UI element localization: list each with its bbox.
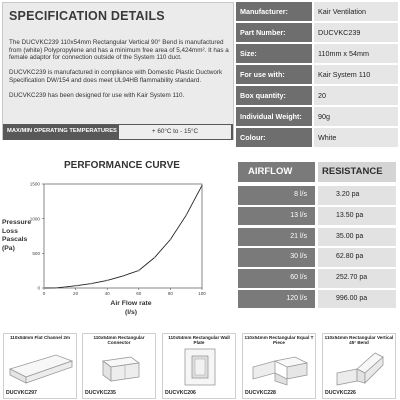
x-tick-label: 0 (42, 291, 46, 296)
y-tick-label: 500 (32, 250, 40, 256)
property-label: For use with: (236, 65, 312, 84)
y-tick-label: 1000 (29, 216, 40, 222)
y-axis-label-word: Pressure (2, 219, 32, 226)
x-tick-label: 60 (136, 291, 142, 296)
resistance-cell: 62.80 pa (318, 248, 396, 267)
curve-data-point (122, 275, 124, 277)
related-products (0, 333, 400, 400)
product-code: DUCVKC228 (245, 390, 276, 396)
x-axis-label (106, 299, 156, 317)
property-value: Kair Ventilation (314, 2, 398, 21)
airflow-cell: 120 l/s (238, 290, 315, 309)
curve-data-point (138, 270, 140, 272)
product-card-equal-t-piece[interactable] (242, 333, 316, 399)
y-axis-label-word: Pascals (2, 236, 28, 243)
table-row (238, 248, 396, 267)
y-tick-label: 0 (37, 285, 40, 291)
product-name: 110x54mm Rectangular Vertical 45° Bend (324, 335, 394, 346)
x-axis-label-line: (l/s) (124, 309, 138, 316)
y-axis-label-word: (Pa) (2, 244, 15, 252)
spec-paragraph: DUCVKC239 is manufactured in compliance with Domestic Plastic Ductwork Specification DW/154 and does meet UL94HB flammability standard. (9, 69, 223, 84)
product-code: DUCVKC235 (85, 390, 116, 396)
airflow-resistance-table (238, 162, 396, 311)
product-card-connector[interactable] (82, 333, 156, 399)
property-label: Box quantity: (236, 86, 312, 105)
vertical-bend-image (327, 347, 393, 387)
curve-data-point (106, 279, 108, 281)
product-card-vertical-45-bend[interactable] (322, 333, 396, 399)
product-name: 110x54mm Rectangular Equal T Piece (244, 335, 314, 346)
y-axis-label (2, 219, 31, 253)
property-row-size (236, 44, 398, 63)
curve-data-point (76, 285, 78, 287)
resistance-cell: 13.50 pa (318, 207, 396, 226)
airflow-cell: 60 l/s (238, 269, 315, 288)
table-row (238, 290, 396, 309)
resistance-cell: 996.00 pa (318, 290, 396, 309)
property-label: Colour: (236, 128, 312, 147)
plot-frame (44, 184, 202, 288)
x-axis-label-line: Air Flow rate (110, 300, 152, 307)
table-row (238, 269, 396, 288)
product-properties-table (236, 2, 398, 149)
curve-data-point (91, 283, 93, 285)
wall-plate-image (167, 347, 233, 387)
x-tick-label: 80 (167, 291, 173, 296)
curve-data-point (56, 287, 58, 289)
property-row-individual-weight (236, 107, 398, 126)
curve-data-point (185, 214, 187, 216)
operating-temperature-label: MAX/MIN OPERATING TEMPERATURES (7, 128, 117, 134)
resistance-cell: 3.20 pa (318, 186, 396, 205)
specification-panel (2, 2, 234, 140)
curve-data-point (43, 287, 45, 289)
property-row-part-number (236, 23, 398, 42)
table-row (238, 207, 396, 226)
resistance-cell: 252.70 pa (318, 269, 396, 288)
airflow-header: AIRFLOW (238, 162, 315, 182)
property-row-for-use-with (236, 65, 398, 84)
curve-data-point (154, 257, 156, 259)
property-value: 110mm x 54mm (314, 44, 398, 63)
spec-paragraph: DUCVKC239 has been designed for use with Kair System 110. (9, 91, 185, 99)
flat-channel-image (8, 347, 74, 387)
table-header (238, 162, 396, 182)
operating-temperature-bar (3, 124, 233, 140)
property-label: Part Number: (236, 23, 312, 42)
t-piece-image (247, 347, 313, 387)
resistance-cell: 35.00 pa (318, 228, 396, 247)
x-tick-label: 100 (198, 291, 206, 296)
table-row (238, 228, 396, 247)
airflow-cell: 21 l/s (238, 228, 315, 247)
y-tick-label: 1500 (29, 181, 40, 187)
product-name: 110x54mm Rectangular Connector (93, 335, 145, 346)
product-card-wall-plate[interactable] (162, 333, 236, 399)
property-value: Kair System 110 (314, 65, 398, 84)
property-row-box-quantity (236, 86, 398, 105)
airflow-cell: 8 l/s (238, 186, 315, 205)
connector-image (87, 347, 153, 387)
property-value: 90g (314, 107, 398, 126)
airflow-cell: 13 l/s (238, 207, 315, 226)
product-code: DUCVKC297 (6, 390, 37, 396)
y-axis-label-word: Loss (2, 227, 18, 235)
pressure-loss-curve (44, 185, 202, 288)
property-row-manufacturer (236, 2, 398, 21)
specification-text (9, 39, 231, 106)
curve-data-point (201, 184, 203, 186)
property-label: Size: (236, 44, 312, 63)
product-name: 110x54mm Flat Channel 2m (9, 335, 70, 340)
property-label: Manufacturer: (236, 2, 312, 21)
product-code: DUCVKC226 (325, 390, 356, 396)
x-tick-label: 40 (104, 291, 110, 296)
x-tick-label: 20 (73, 291, 79, 296)
curve-data-point (170, 239, 172, 241)
airflow-cell: 30 l/s (238, 248, 315, 267)
operating-temperature-value: + 60°C to - 15°C (119, 125, 231, 139)
property-row-colour (236, 128, 398, 147)
resistance-header: RESISTANCE (318, 162, 396, 182)
table-row (238, 186, 396, 205)
property-value: DUCVKC239 (314, 23, 398, 42)
spec-paragraph: The DUCVKC239 110x54mm Rectangular Vertical 90° Bend is manufactured from (white) Polypropylene and has a minimum free area of 5,424mm². It has a female adaptor for connection outside of the System 110 duct. (9, 39, 229, 62)
curve-data-point (64, 286, 66, 288)
specification-title: SPECIFICATION DETAILS (9, 9, 165, 23)
product-code: DUCVKC206 (165, 390, 196, 396)
property-value: 20 (314, 86, 398, 105)
product-card-flat-channel[interactable] (3, 333, 77, 399)
product-name: 110x54mm Rectangular Wall Plate (168, 335, 230, 346)
property-value: White (314, 128, 398, 147)
property-label: Individual Weight: (236, 107, 312, 126)
chart-title: PERFORMANCE CURVE (64, 160, 180, 171)
